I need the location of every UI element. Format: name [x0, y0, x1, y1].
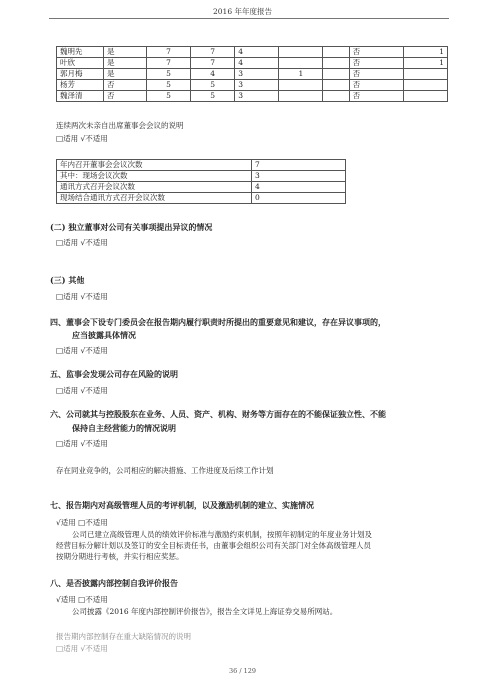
attendance-cell-consecutive: 否 [349, 91, 403, 102]
section-6-title-line2: 保持自主经营能力的情况说明 [72, 423, 176, 433]
attendance-cell-independent: 否 [104, 91, 147, 102]
meeting-count-value: 7 [252, 160, 346, 171]
section-7-body-line: 经营目标分解计划以及签订的安全目标责任书，由董事会组织公司有关部门对全体高级管理人员 [56, 541, 371, 550]
attendance-cell-delegated [279, 47, 323, 58]
attendance-cell-name: 魏明先 [57, 47, 104, 58]
section-4-title-line2: 应当披露具体情况 [72, 330, 136, 340]
attendance-cell-absent [323, 58, 349, 69]
section-3-options: □适用 √不适用 [56, 292, 108, 301]
attendance-cell-name: 魏泽清 [57, 91, 104, 102]
attendance-cell-name: 郭月梅 [57, 69, 104, 80]
attendance-cell-independent: 否 [104, 80, 147, 91]
table-row [57, 193, 346, 204]
table-row [57, 171, 346, 182]
section-6-title-line1: 六、公司就其与控股股东在业务、人员、资产、机构、财务等方面存在的不能保证独立性、不能 [50, 409, 386, 419]
attendance-cell-general-meetings: 1 [403, 47, 447, 58]
table-row [57, 69, 448, 80]
section-8-title: 八、是否披露内部控制自我评价报告 [50, 578, 178, 588]
attendance-cell-general-meetings [403, 69, 447, 80]
table-row [57, 47, 448, 58]
attendance-cell-by-comm: 3 [235, 69, 279, 80]
consecutive-absence-note: 连续两次未亲自出席董事会会议的说明 [56, 121, 184, 130]
section-7-title: 七、报告期内对高级管理人员的考评机制，以及激励机制的建立、实施情况 [50, 500, 314, 510]
meeting-count-label: 其中：现场会议次数 [57, 171, 252, 182]
attendance-cell-absent [323, 47, 349, 58]
section-6-options: □适用 √不适用 [56, 439, 108, 448]
table-row [57, 80, 448, 91]
consecutive-absence-options: □适用 √不适用 [56, 134, 108, 143]
attendance-cell-absent [323, 91, 349, 102]
section-7-body-line: 按期分期进行考核，并实行相应奖惩。 [56, 552, 184, 561]
attendance-cell-should-attend: 5 [147, 69, 191, 80]
attendance-cell-delegated [279, 91, 323, 102]
meeting-count-label: 通讯方式召开会议次数 [57, 182, 252, 193]
meeting-count-value: 4 [252, 182, 346, 193]
section-7-body [56, 529, 448, 562]
table-row [57, 91, 448, 102]
attendance-cell-attended: 7 [191, 58, 235, 69]
attendance-cell-absent [323, 80, 349, 91]
header-rule [49, 18, 449, 19]
attendance-cell-independent: 是 [104, 47, 147, 58]
page-header-title: 2016 年年度报告 [213, 7, 272, 16]
section-8-body: 公司披露《2016 年度内部控制评价报告》，报告全文详见上海证券交易所网站。 [72, 607, 338, 616]
section-5-options: □适用 √不适用 [56, 386, 108, 395]
section-4-title-line1: 四、董事会下设专门委员会在报告期内履行职责时所提出的重要意见和建议，存在异议事项的， [50, 317, 386, 327]
table-row [57, 58, 448, 69]
attendance-cell-independent: 是 [104, 58, 147, 69]
attendance-cell-consecutive: 否 [349, 47, 403, 58]
section-7-body-line: 公司已建立高级管理人员的绩效评价标准与激励约束机制，按照年初制定的年度业务计划及 [72, 530, 372, 539]
table-row [57, 160, 346, 171]
attendance-cell-general-meetings: 1 [403, 58, 447, 69]
attendance-cell-name: 杨芳 [57, 80, 104, 91]
attendance-cell-should-attend: 7 [147, 58, 191, 69]
internal-control-defect-options: □适用 √不适用 [56, 644, 108, 653]
attendance-cell-attended: 5 [191, 80, 235, 91]
attendance-cell-attended: 5 [191, 91, 235, 102]
attendance-cell-should-attend: 5 [147, 80, 191, 91]
section-8-options: √适用 □不适用 [56, 595, 108, 604]
section-3-title: (三) 其他 [50, 275, 85, 285]
internal-control-defect-note: 报告期内部控制存在重大缺陷情况的说明 [56, 632, 191, 641]
attendance-cell-should-attend: 5 [147, 91, 191, 102]
section-2-options: □适用 √不适用 [56, 238, 108, 247]
meeting-count-label: 现场结合通讯方式召开会议次数 [57, 193, 252, 204]
meeting-count-value: 0 [252, 193, 346, 204]
attendance-cell-absent [323, 69, 349, 80]
attendance-cell-delegated [279, 58, 323, 69]
section-5-title: 五、监事会发现公司存在风险的说明 [50, 369, 178, 379]
meeting-count-value: 3 [252, 171, 346, 182]
attendance-cell-should-attend: 7 [147, 47, 191, 58]
section-6-note: 存在同业竞争的，公司相应的解决措施、工作进度及后续工作计划 [56, 466, 274, 475]
director-attendance-table [56, 46, 448, 102]
section-2-title: (二) 独立董事对公司有关事项提出异议的情况 [50, 222, 213, 232]
attendance-cell-consecutive: 否 [349, 80, 403, 91]
section-7-options: √适用 □不适用 [56, 518, 108, 527]
table-row [57, 182, 346, 193]
attendance-cell-consecutive: 否 [349, 58, 403, 69]
page-number: 36 / 129 [229, 667, 256, 675]
attendance-cell-general-meetings [403, 80, 447, 91]
attendance-cell-by-comm: 4 [235, 47, 279, 58]
attendance-cell-attended: 7 [191, 47, 235, 58]
attendance-cell-by-comm: 3 [235, 91, 279, 102]
section-4-options: □适用 √不适用 [56, 346, 108, 355]
attendance-cell-consecutive: 否 [349, 69, 403, 80]
attendance-cell-attended: 4 [191, 69, 235, 80]
attendance-cell-delegated: 1 [279, 69, 323, 80]
board-meeting-count-table [56, 159, 346, 204]
attendance-cell-by-comm: 4 [235, 58, 279, 69]
attendance-cell-by-comm: 3 [235, 80, 279, 91]
attendance-cell-delegated [279, 80, 323, 91]
attendance-cell-general-meetings [403, 91, 447, 102]
attendance-cell-name: 叶欣 [57, 58, 104, 69]
meeting-count-label: 年内召开董事会会议次数 [57, 160, 252, 171]
attendance-cell-independent: 是 [104, 69, 147, 80]
